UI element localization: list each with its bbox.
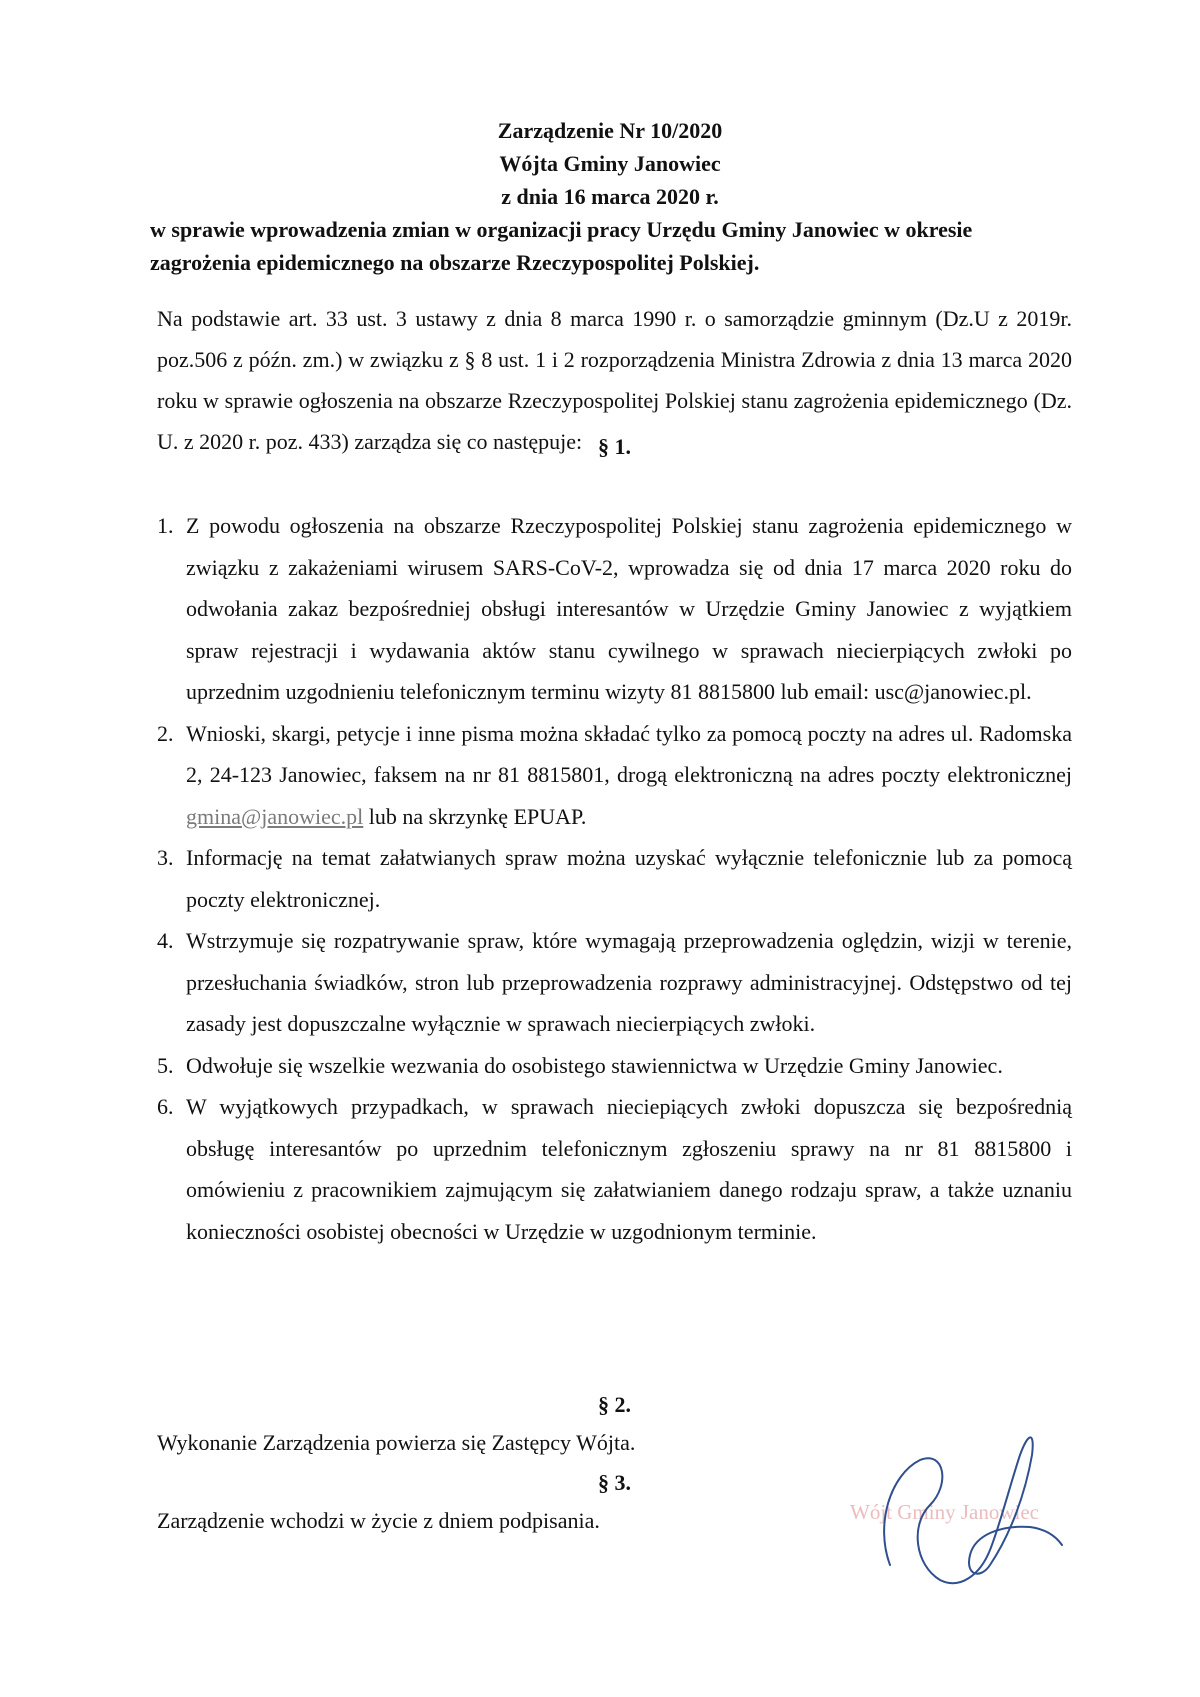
list-item — [157, 1045, 1072, 1087]
ordinance-number: Zarządzenie Nr 10/2020 — [497, 118, 723, 143]
section-1-list — [157, 505, 1072, 1252]
item-number: 3. — [157, 845, 174, 870]
item-text: Odwołuje się wszelkie wezwania do osobistego stawiennictwa w Urzędzie Gminy Janowiec. — [186, 1052, 1003, 1078]
list-item — [157, 1086, 1072, 1252]
email-link[interactable]: gmina@janowiec.pl — [186, 803, 364, 829]
item-text: Z powodu ogłoszenia na obszarze Rzeczypospolitej Polskiej stanu zagrożenia epidemicznego w związku z zakażeniami wirusem SARS-CoV-2, wprowadza się od dnia 17 marca 2020 roku do odwołania zakaz bezpośredniej obsługi interesantów w Urzędzie Gminy Janowiec z wyjątkiem spraw rejestracji i wydawania aktów stanu cywilnego w sprawach niecierpiących zwłoki po uprzednim uzgodnieniu telefonicznym terminu wizyty 81 8815800 lub email: usc@janowiec.pl. — [186, 513, 1072, 704]
official-stamp: Wójt Gminy Janowiec — [850, 1500, 1039, 1524]
section-1-heading: § 1. — [598, 434, 631, 459]
item-text: lub na skrzynkę EPUAP. — [363, 803, 587, 829]
legal-basis-paragraph: Na podstawie art. 33 ust. 3 ustawy z dnia 8 marca 1990 r. o samorządzie gminnym (Dz.U z 2019r. poz.506 z późn. zm.) w związku z § 8 ust. 1 i 2 rozporządzenia Ministra Zdrowia z dnia 13 marca 2020 roku w sprawie ogłoszenia na obszarze Rzeczypospolitej Polskiej stanu zagrożenia epidemicznego (Dz. U. z 2020 r. poz. 433) zarządza się co następuje: — [157, 306, 1072, 454]
list-item — [157, 505, 1072, 713]
list-item — [157, 713, 1072, 838]
issue-date: z dnia 16 marca 2020 r. — [501, 184, 719, 209]
item-number: 5. — [157, 1052, 174, 1078]
item-text: Wnioski, skargi, petycje i inne pisma można składać tylko za pomocą poczty na adres ul. Radomska 2, 24-123 Janowiec, faksem na nr 81 8815801, drogą elektroniczną na adres poczty elektronicznej — [186, 720, 1072, 787]
section-2-heading: § 2. — [598, 1392, 631, 1417]
item-text: W wyjątkowych przypadkach, w sprawach nieciepiących zwłoki dopuszcza się bezpośrednią obsługę interesantów po uprzednim telefonicznym zgłoszeniu sprawy na nr 81 8815800 i omówieniu z pracownikiem zajmującym się załatwianiem danego rodzaju spraw, a także uznaniu konieczności osobistej obecności w Urzędzie w uzgodnionym terminie. — [186, 1094, 1072, 1244]
section-3-heading: § 3. — [598, 1470, 631, 1495]
subject: w sprawie wprowadzenia zmian w organizacji pracy Urzędu Gminy Janowiec w okresie zagrożenia epidemicznego na obszarze Rzeczypospolitej Polskiej. — [150, 217, 973, 275]
issuer: Wójta Gminy Janowiec — [499, 151, 721, 176]
item-text: Wstrzymuje się rozpatrywanie spraw, które wymagają przeprowadzenia oględzin, wizji w terenie, przesłuchania świadków, stron lub przeprowadzenia rozprawy administracyjnej. Odstępstwo od tej zasady jest dopuszczalne wyłącznie w sprawach niecierpiących zwłoki. — [186, 928, 1072, 1036]
document-header — [150, 114, 1070, 279]
section-3-text: Zarządzenie wchodzi w życie z dniem podpisania. — [157, 1508, 600, 1533]
list-item — [157, 837, 1072, 920]
item-number: 2. — [157, 720, 174, 746]
item-number: 4. — [157, 928, 174, 953]
list-item — [157, 920, 1072, 1045]
item-number: 1. — [157, 513, 174, 538]
section-2-text: Wykonanie Zarządzenia powierza się Zastępcy Wójta. — [157, 1430, 636, 1455]
item-text: Informację na temat załatwianych spraw można uzyskać wyłącznie telefonicznie lub za pomocą poczty elektronicznej. — [186, 845, 1072, 912]
item-number: 6. — [157, 1094, 174, 1119]
handwritten-signature — [870, 1415, 1070, 1605]
